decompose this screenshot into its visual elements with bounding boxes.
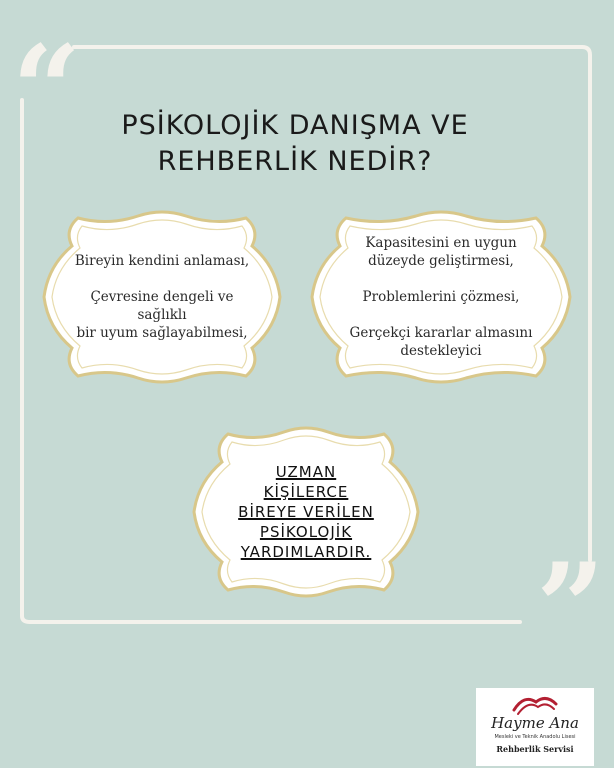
logo-department: Rehberlik Servisi [496,744,574,754]
badge-right-line-4: Gerçekçi kararlar almasını [349,325,533,341]
badge-center-line-3: BİREYE VERİLEN [238,503,374,521]
badge-left-line-1: Bireyin kendini anlaması, [74,253,250,269]
badge-left-line-2: Çevresine dengeli ve sağlıklı [90,289,234,323]
info-badge-right [306,206,576,388]
hands-logo-icon [512,692,558,716]
school-logo [476,688,594,766]
badge-left-text [66,234,258,360]
badge-right-text [336,230,546,364]
badge-right-line-1: Kapasitesini en uygun [365,235,517,251]
badge-center-line-5: YARDIMLARDIR. [240,543,372,561]
logo-name: Hayme Ana [491,714,579,732]
title-line-1: PSİKOLOJİK DANIŞMA VE [121,110,469,141]
badge-center-line-4: PSİKOLOJİK [259,523,353,541]
badge-center-text [214,444,398,580]
logo-subtitle: Mesleki ve Teknik Anadolu Lisesi [494,734,576,740]
page-title [60,108,530,180]
badge-right-line-5: destekleyici [400,343,482,359]
title-line-2: REHBERLİK NEDİR? [157,146,433,177]
close-quote-icon: ” [536,537,606,678]
badge-center-line-1: UZMAN [275,463,337,481]
info-badge-left [38,206,286,388]
badge-right-line-2: düzeyde geliştirmesi, [368,253,514,269]
open-quote-icon: “ [12,19,82,160]
info-badge-center [190,422,422,602]
badge-center-line-2: KİŞİLERCE [263,483,349,501]
badge-left-line-3: bir uyum sağlayabilmesi, [76,325,248,341]
badge-right-line-3: Problemlerini çözmesi, [362,289,520,305]
